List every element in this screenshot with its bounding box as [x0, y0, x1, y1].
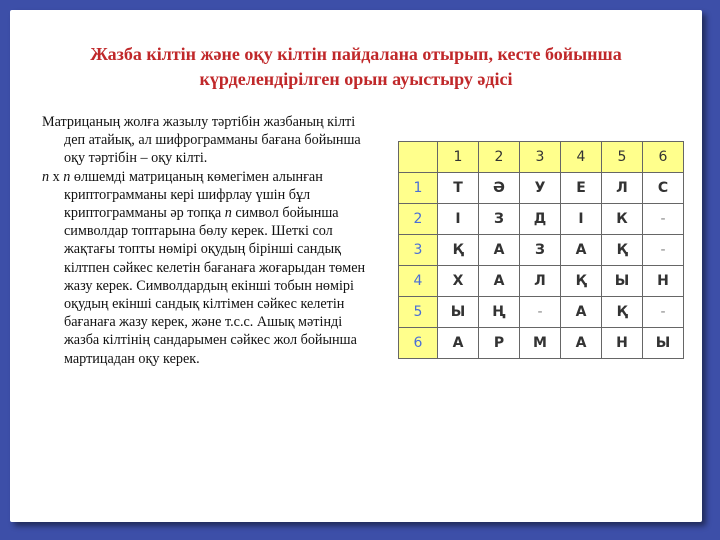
- table-cell: Ы: [602, 266, 643, 297]
- table-cell: А: [561, 297, 602, 328]
- table-corner-cell: [399, 142, 438, 173]
- paragraph-1: Матрицаның жолға жазылу тәртібін жазбаның кілті деп атайық, ал шифрограмманы бағана бойынша оқу тәртібін – оқу кілті.: [42, 114, 361, 167]
- table-cell: Қ: [438, 235, 479, 266]
- slide: [10, 10, 702, 522]
- table-row: [399, 297, 684, 328]
- paragraph-2-rest: символ бойынша символдар топтарына бөлу керек. Шеткі сол жақтағы топты нөмірі оқудың бірінші сандық кілтпен сәйкес келетін бағанаға жоғарыдан төмен жазу керек. Символдардың екінші тобын нөмірі оқудың екінші сандық кілтімен сәйкес келетін бағанаға жазу керек, және т.с.с. Ашық мәтінді жазба кілтінің сандарымен сәйкес жол бойынша мартицадан оқу керек.: [64, 205, 366, 367]
- table-cell: А: [561, 235, 602, 266]
- table-row: [399, 204, 684, 235]
- column-header: 1: [438, 142, 479, 173]
- column-header: 4: [561, 142, 602, 173]
- table-cell: А: [438, 328, 479, 359]
- table-cell: -: [643, 235, 684, 266]
- table-cell: Ә: [479, 173, 520, 204]
- column-header: 5: [602, 142, 643, 173]
- table-cell: А: [479, 266, 520, 297]
- body-text: [42, 113, 367, 368]
- row-key-cell: 6: [399, 328, 438, 359]
- table-cell: Қ: [602, 297, 643, 328]
- table-cell: А: [479, 235, 520, 266]
- table-row: [399, 235, 684, 266]
- table-cell: Н: [602, 328, 643, 359]
- table-cell: Қ: [561, 266, 602, 297]
- table-cell: К: [602, 204, 643, 235]
- table-cell: І: [438, 204, 479, 235]
- table-cell: З: [479, 204, 520, 235]
- table-cell: У: [520, 173, 561, 204]
- row-key-cell: 2: [399, 204, 438, 235]
- n-symbol: n: [63, 168, 71, 185]
- table-cell: Н: [643, 266, 684, 297]
- cipher-table: [398, 141, 684, 359]
- table-cell: -: [643, 204, 684, 235]
- table-cell: Ң: [479, 297, 520, 328]
- table-cell: М: [520, 328, 561, 359]
- table-cell: З: [520, 235, 561, 266]
- table-header-row: [399, 142, 684, 173]
- row-key-cell: 5: [399, 297, 438, 328]
- table-cell: Қ: [602, 235, 643, 266]
- table-cell: Л: [602, 173, 643, 204]
- title-line-2: күрделендірілген орын ауыстыру әдісі: [199, 69, 513, 89]
- table-cell: І: [561, 204, 602, 235]
- column-header: 2: [479, 142, 520, 173]
- paragraph-2: [42, 168, 367, 368]
- row-key-cell: 3: [399, 235, 438, 266]
- table-cell: Е: [561, 173, 602, 204]
- paragraph-2-mid: өлшемді матрицаның көмегімен алынған криптограмманы кері шифрлау үшін бұл криптограмманы әр топқа: [64, 168, 323, 222]
- title-line-1: Жазба кілтін және оқу кілтін пайдалана отырып, кесте бойынша: [90, 44, 622, 64]
- n-symbol: n: [224, 205, 232, 222]
- slide-title: [30, 42, 682, 92]
- table-cell: А: [561, 328, 602, 359]
- table-cell: Л: [520, 266, 561, 297]
- table-row: [399, 266, 684, 297]
- table-cell: Х: [438, 266, 479, 297]
- column-header: 3: [520, 142, 561, 173]
- n-symbol: n: [42, 168, 50, 185]
- table-cell: -: [520, 297, 561, 328]
- table-cell: С: [643, 173, 684, 204]
- table-cell: -: [643, 297, 684, 328]
- table-cell: Т: [438, 173, 479, 204]
- column-header: 6: [643, 142, 684, 173]
- table-row: [399, 173, 684, 204]
- table-cell: Ы: [643, 328, 684, 359]
- row-key-cell: 1: [399, 173, 438, 204]
- row-key-cell: 4: [399, 266, 438, 297]
- table-row: [399, 328, 684, 359]
- times-sign: х: [49, 168, 64, 185]
- table-cell: Ы: [438, 297, 479, 328]
- table-cell: Д: [520, 204, 561, 235]
- table-cell: Р: [479, 328, 520, 359]
